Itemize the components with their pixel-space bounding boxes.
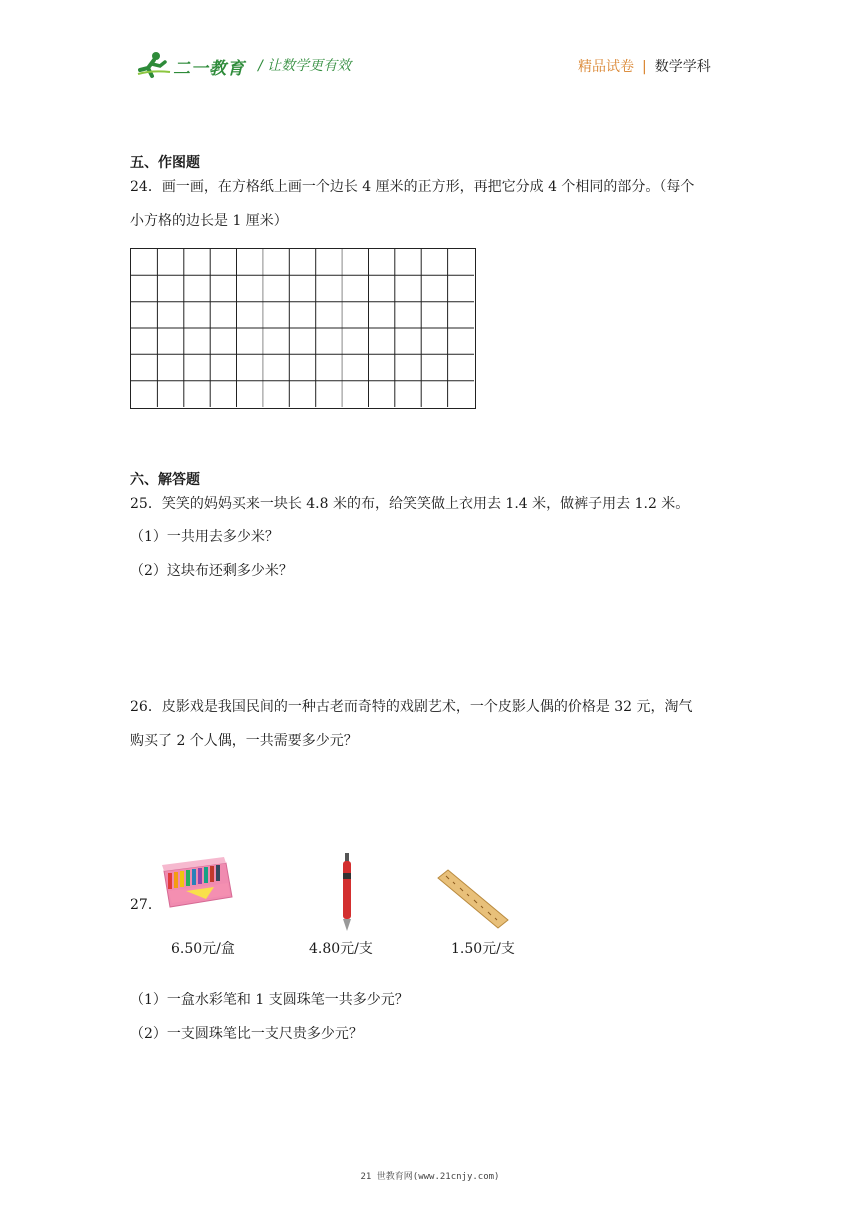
question-27-part-1: （1）一盒水彩笔和 1 支圆珠笔一共多少元？ xyxy=(130,992,409,1008)
grid-paper[interactable] xyxy=(130,248,476,409)
header-separator: | xyxy=(642,59,647,75)
marker-box-icon xyxy=(156,857,236,919)
question-26-line-2: 购买了 2 个人偶，一共需要多少元？ xyxy=(130,733,358,749)
section-title-answers: 六、解答题 xyxy=(130,472,200,488)
question-26-line-1: 26．皮影戏是我国民间的一种古老而奇特的戏剧艺术，一个皮影人偶的价格是 32 元，淘气 xyxy=(130,699,693,715)
question-25-part-1: （1）一共用去多少米？ xyxy=(130,529,279,545)
ruler-icon xyxy=(434,868,510,930)
header-tags xyxy=(578,56,711,76)
brand-slogan: / 让数学更有效 xyxy=(258,58,352,74)
question-24-line-2: 小方格的边长是 1 厘米） xyxy=(130,213,288,229)
runner-logo-icon xyxy=(132,50,172,80)
price-markers: 6.50元/盒 xyxy=(171,941,235,957)
pen-icon xyxy=(334,853,360,933)
question-25: 25．笑笑的妈妈买来一块长 4.8 米的布，给笑笑做上衣用去 1.4 米，做裤子用去 1.2 米。 xyxy=(130,496,690,512)
page-footer: 21 世教育网(www.21cnjy.com) xyxy=(360,1172,500,1182)
brand-name: 二一教育 xyxy=(173,59,245,79)
price-pen: 4.80元/支 xyxy=(309,941,373,957)
question-27-part-2: （2）一支圆珠笔比一支尺贵多少元？ xyxy=(130,1026,363,1042)
section-title-drawing: 五、作图题 xyxy=(130,155,200,171)
grid-lines xyxy=(131,249,474,407)
question-25-part-2: （2）这块布还剩多少米？ xyxy=(130,563,293,579)
question-24-line-1: 24．画一画，在方格纸上画一个边长 4 厘米的正方形，再把它分成 4 个相同的部分。（每个 xyxy=(130,179,695,195)
header-tag-subject: 数学学科 xyxy=(654,59,711,75)
price-ruler: 1.50元/支 xyxy=(451,941,515,957)
header-tag-quality: 精品试卷 xyxy=(578,59,634,75)
question-27-number: 27． xyxy=(130,897,162,913)
